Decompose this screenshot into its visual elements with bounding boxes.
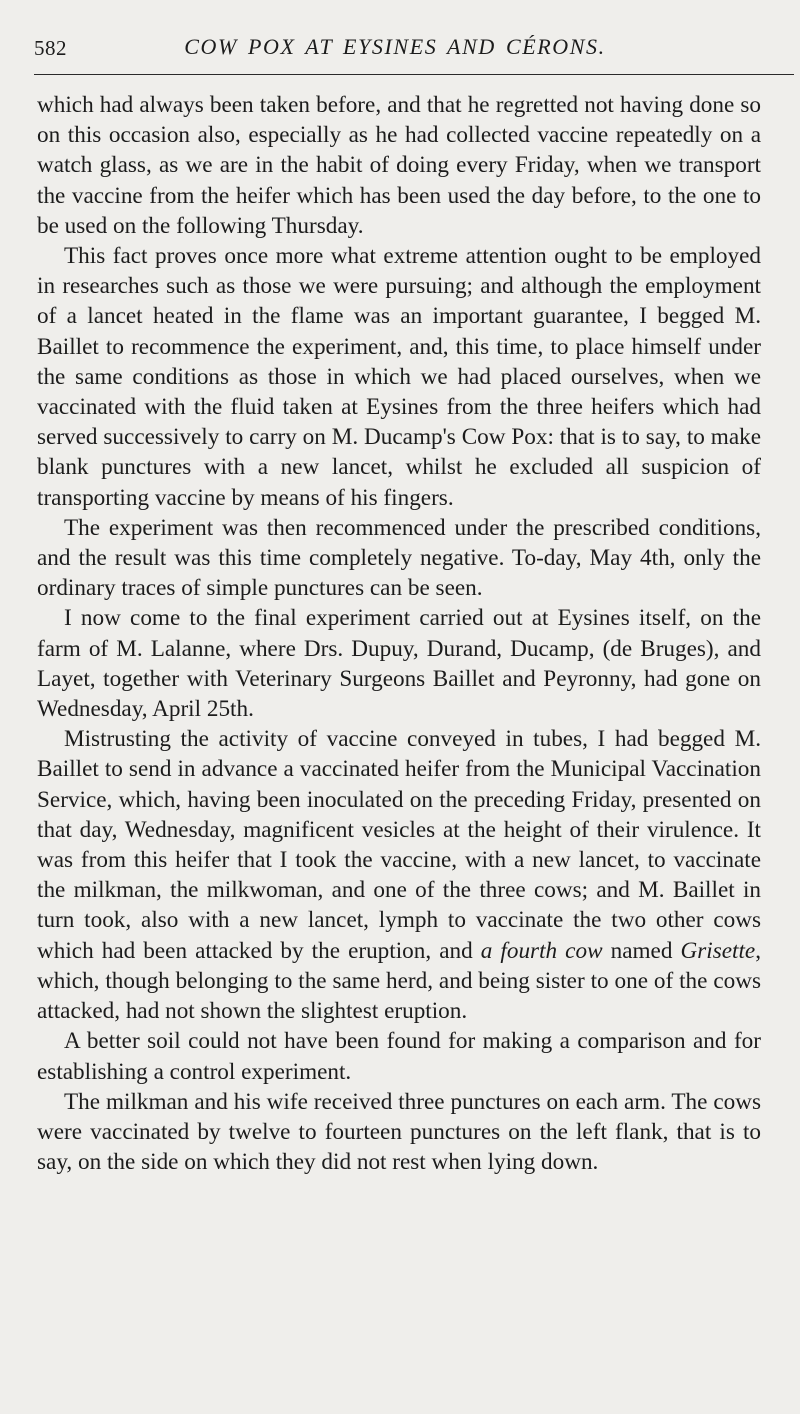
paragraph: The milkman and his wife received three punctures on each arm. The cows were vaccinated by twelve to fourteen punctures on the left flank, that is to say, on the side on which they did not rest when lying down. — [37, 1088, 761, 1176]
italic-text: Grisette — [680, 937, 756, 964]
paragraph-mistrusting — [37, 724, 761, 1026]
page-number: 582 — [34, 36, 67, 60]
text-run: named — [602, 937, 681, 964]
paragraph-continued: which had always been taken before, and that he regretted not having done so on this occasion also, especially as he had collected vaccine repeatedly on a watch glass, as we are in the habit of doing every Friday, when we transport the vaccine from the heifer which has been used the day before, to the one to be used on the following Thursday. — [37, 92, 761, 239]
page-header — [34, 28, 756, 64]
running-title: COW POX AT EYSINES AND CÉRONS. — [184, 34, 606, 59]
paragraph: This fact proves once more what extreme attention ought to be employed in researches such as those we were pursuing; and although the employment of a lancet heated in the flame was an important guarantee, I begged M. Baillet to recommence the experiment, and, this time, to place himself under the same conditions as those in which we had placed ourselves, when we vaccinated with the fluid taken at Eysines from the three heifers which had served successively to carry on M. Ducamp's Cow Pox: that is to say, to make blank punctures with a new lancet, whilst he excluded all suspicion of transporting vaccine by means of his fingers. — [37, 243, 761, 511]
text-run: Mistrusting the activity of vaccine conveyed in tubes, I had begged M. Baillet to send in advance a vaccinated heifer from the Municipal Vaccination Service, which, having been inoculated on the preceding Friday, presented on that day, Wednesday, magnificent vesicles at the height of their virulence. It was from this heifer that I took the vaccine, with a new lancet, to vaccinate the milkman, the milkwoman, and one of the three cows; and M. Baillet in turn took, also with a new lancet, lymph to vaccinate the two other cows which had been attacked by the eruption, and — [37, 726, 761, 964]
italic-text: a fourth cow — [480, 937, 603, 964]
paragraph: I now come to the final experiment carried out at Eysines itself, on the farm of M. Lalanne, where Drs. Dupuy, Durand, Ducamp, (de Bruges), and Layet, together with Veterinary Surgeons Baillet and Peyronny, had gone on Wednesday, April 25th. — [37, 605, 761, 723]
header-rule — [34, 74, 794, 75]
text-run: , which, though belonging to the same herd, and being sister to one of the cows attacked, had not shown the slightest eruption. — [37, 937, 761, 1025]
body-text — [37, 90, 761, 1177]
paragraph: A better soil could not have been found for making a comparison and for establishing a control experiment. — [37, 1028, 761, 1085]
paragraph: The experiment was then recommenced under the prescribed conditions, and the result was this time completely negative. To-day, May 4th, only the ordinary traces of simple punctures can be seen. — [37, 514, 761, 602]
